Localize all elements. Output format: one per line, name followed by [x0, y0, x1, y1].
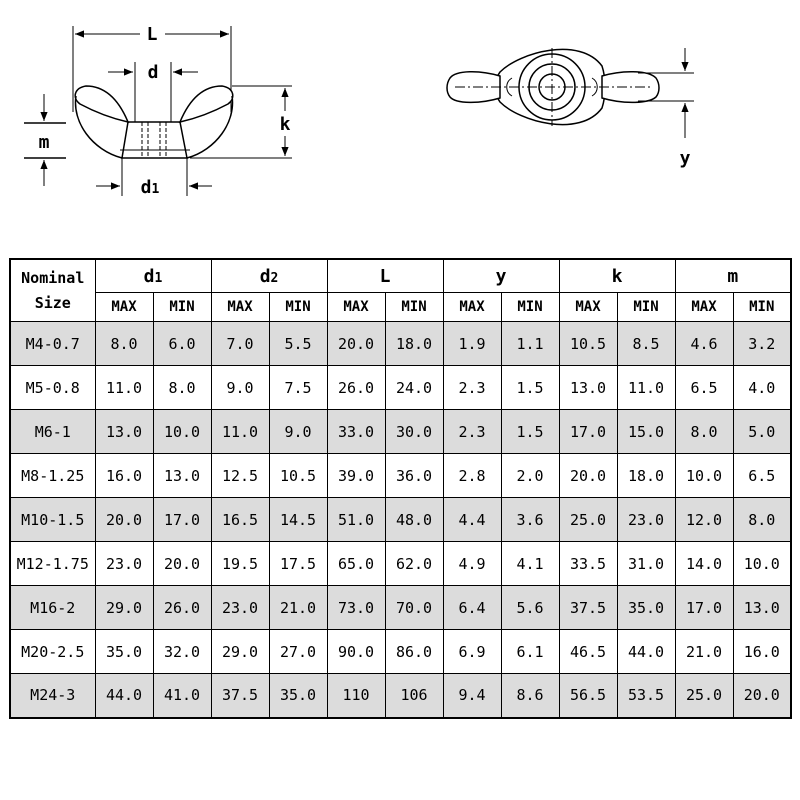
max-value-cell: 20.0 [327, 322, 385, 366]
nominal-size-header [10, 259, 95, 322]
max-value-cell: 9.4 [443, 674, 501, 718]
max-value-cell: 25.0 [559, 498, 617, 542]
max-header: MAX [211, 293, 269, 322]
table-row [10, 454, 791, 498]
max-value-cell: 7.0 [211, 322, 269, 366]
min-value-cell: 16.0 [733, 630, 791, 674]
min-value-cell: 17.0 [153, 498, 211, 542]
min-value-cell: 6.5 [733, 454, 791, 498]
min-value-cell: 5.6 [501, 586, 559, 630]
nominal-size-cell: M4-0.7 [10, 322, 95, 366]
max-value-cell: 37.5 [211, 674, 269, 718]
table-row [10, 498, 791, 542]
min-value-cell: 15.0 [617, 410, 675, 454]
max-value-cell: 16.5 [211, 498, 269, 542]
max-value-cell: 12.5 [211, 454, 269, 498]
min-value-cell: 4.0 [733, 366, 791, 410]
min-value-cell: 4.1 [501, 542, 559, 586]
min-header: MIN [269, 293, 327, 322]
max-value-cell: 17.0 [559, 410, 617, 454]
group-header-k: k [559, 259, 675, 293]
max-value-cell: 16.0 [95, 454, 153, 498]
max-value-cell: 4.9 [443, 542, 501, 586]
min-value-cell: 106 [385, 674, 443, 718]
max-value-cell: 73.0 [327, 586, 385, 630]
max-value-cell: 39.0 [327, 454, 385, 498]
max-value-cell: 33.5 [559, 542, 617, 586]
min-value-cell: 8.6 [501, 674, 559, 718]
max-value-cell: 90.0 [327, 630, 385, 674]
min-value-cell: 62.0 [385, 542, 443, 586]
max-value-cell: 29.0 [211, 630, 269, 674]
min-header: MIN [733, 293, 791, 322]
group-header-d2: d2 [211, 259, 327, 293]
max-value-cell: 1.9 [443, 322, 501, 366]
nominal-size-cell: M12-1.75 [10, 542, 95, 586]
min-value-cell: 5.0 [733, 410, 791, 454]
min-value-cell: 2.0 [501, 454, 559, 498]
max-header: MAX [675, 293, 733, 322]
max-value-cell: 56.5 [559, 674, 617, 718]
max-value-cell: 26.0 [327, 366, 385, 410]
min-value-cell: 14.5 [269, 498, 327, 542]
min-value-cell: 5.5 [269, 322, 327, 366]
dim-label-m: m [38, 132, 50, 153]
max-value-cell: 6.9 [443, 630, 501, 674]
max-value-cell: 13.0 [559, 366, 617, 410]
wing-nut-spec-table [9, 258, 792, 719]
dim-label-L: L [146, 24, 158, 45]
min-value-cell: 24.0 [385, 366, 443, 410]
min-value-cell: 35.0 [269, 674, 327, 718]
min-value-cell: 48.0 [385, 498, 443, 542]
min-value-cell: 18.0 [385, 322, 443, 366]
side-view [24, 24, 292, 198]
max-value-cell: 33.0 [327, 410, 385, 454]
min-value-cell: 9.0 [269, 410, 327, 454]
min-value-cell: 53.5 [617, 674, 675, 718]
min-value-cell: 35.0 [617, 586, 675, 630]
min-value-cell: 8.5 [617, 322, 675, 366]
max-value-cell: 8.0 [675, 410, 733, 454]
wing-nut-drawings [0, 0, 800, 240]
table-row [10, 586, 791, 630]
max-value-cell: 6.5 [675, 366, 733, 410]
min-value-cell: 8.0 [733, 498, 791, 542]
nominal-size-cell: M20-2.5 [10, 630, 95, 674]
max-value-cell: 6.4 [443, 586, 501, 630]
dim-label-d: d [147, 62, 159, 83]
group-header-y: y [443, 259, 559, 293]
min-value-cell: 1.5 [501, 366, 559, 410]
nominal-size-cell: M16-2 [10, 586, 95, 630]
min-value-cell: 10.5 [269, 454, 327, 498]
min-value-cell: 26.0 [153, 586, 211, 630]
min-value-cell: 13.0 [733, 586, 791, 630]
group-header-d1: d1 [95, 259, 211, 293]
max-header: MAX [95, 293, 153, 322]
max-value-cell: 11.0 [95, 366, 153, 410]
min-value-cell: 17.5 [269, 542, 327, 586]
max-value-cell: 11.0 [211, 410, 269, 454]
min-value-cell: 10.0 [153, 410, 211, 454]
dim-label-d1: d1 [140, 177, 160, 198]
nominal-size-cell: M5-0.8 [10, 366, 95, 410]
min-value-cell: 13.0 [153, 454, 211, 498]
min-value-cell: 20.0 [153, 542, 211, 586]
min-value-cell: 31.0 [617, 542, 675, 586]
max-value-cell: 25.0 [675, 674, 733, 718]
min-value-cell: 8.0 [153, 366, 211, 410]
min-value-cell: 10.0 [733, 542, 791, 586]
nominal-size-cell: M8-1.25 [10, 454, 95, 498]
max-value-cell: 46.5 [559, 630, 617, 674]
table-row [10, 410, 791, 454]
min-value-cell: 27.0 [269, 630, 327, 674]
max-value-cell: 8.0 [95, 322, 153, 366]
min-value-cell: 11.0 [617, 366, 675, 410]
min-header: MIN [153, 293, 211, 322]
max-value-cell: 4.6 [675, 322, 733, 366]
min-value-cell: 3.2 [733, 322, 791, 366]
nominal-size-cell: M24-3 [10, 674, 95, 718]
table-row [10, 366, 791, 410]
min-value-cell: 1.1 [501, 322, 559, 366]
max-value-cell: 44.0 [95, 674, 153, 718]
max-header: MAX [443, 293, 501, 322]
min-value-cell: 30.0 [385, 410, 443, 454]
min-header: MIN [501, 293, 559, 322]
dim-label-y: y [679, 148, 691, 169]
group-header-m: m [675, 259, 791, 293]
min-value-cell: 6.0 [153, 322, 211, 366]
max-header: MAX [327, 293, 385, 322]
max-value-cell: 23.0 [95, 542, 153, 586]
nominal-size-cell: M10-1.5 [10, 498, 95, 542]
max-value-cell: 9.0 [211, 366, 269, 410]
max-value-cell: 110 [327, 674, 385, 718]
max-value-cell: 12.0 [675, 498, 733, 542]
min-value-cell: 86.0 [385, 630, 443, 674]
max-value-cell: 21.0 [675, 630, 733, 674]
nominal-header-line2: Size [34, 293, 71, 312]
max-value-cell: 51.0 [327, 498, 385, 542]
min-value-cell: 36.0 [385, 454, 443, 498]
min-value-cell: 20.0 [733, 674, 791, 718]
max-header: MAX [559, 293, 617, 322]
table-row [10, 630, 791, 674]
max-value-cell: 10.5 [559, 322, 617, 366]
max-value-cell: 65.0 [327, 542, 385, 586]
max-value-cell: 35.0 [95, 630, 153, 674]
min-header: MIN [385, 293, 443, 322]
max-value-cell: 10.0 [675, 454, 733, 498]
min-value-cell: 3.6 [501, 498, 559, 542]
top-view [447, 48, 694, 169]
min-value-cell: 6.1 [501, 630, 559, 674]
max-value-cell: 37.5 [559, 586, 617, 630]
max-value-cell: 2.3 [443, 410, 501, 454]
nominal-header-line1: Nominal [21, 268, 85, 287]
min-header: MIN [617, 293, 675, 322]
max-value-cell: 2.3 [443, 366, 501, 410]
min-value-cell: 32.0 [153, 630, 211, 674]
max-value-cell: 17.0 [675, 586, 733, 630]
min-value-cell: 7.5 [269, 366, 327, 410]
nominal-size-cell: M6-1 [10, 410, 95, 454]
dim-label-k: k [279, 114, 291, 135]
group-header-L: L [327, 259, 443, 293]
table-body [10, 322, 791, 718]
table-row [10, 674, 791, 718]
min-value-cell: 23.0 [617, 498, 675, 542]
min-value-cell: 18.0 [617, 454, 675, 498]
min-value-cell: 21.0 [269, 586, 327, 630]
max-value-cell: 23.0 [211, 586, 269, 630]
min-value-cell: 41.0 [153, 674, 211, 718]
max-value-cell: 13.0 [95, 410, 153, 454]
max-value-cell: 19.5 [211, 542, 269, 586]
min-value-cell: 44.0 [617, 630, 675, 674]
max-value-cell: 20.0 [95, 498, 153, 542]
max-value-cell: 2.8 [443, 454, 501, 498]
max-value-cell: 29.0 [95, 586, 153, 630]
min-value-cell: 70.0 [385, 586, 443, 630]
max-value-cell: 4.4 [443, 498, 501, 542]
max-value-cell: 14.0 [675, 542, 733, 586]
table-row [10, 542, 791, 586]
max-value-cell: 20.0 [559, 454, 617, 498]
table-row [10, 322, 791, 366]
min-value-cell: 1.5 [501, 410, 559, 454]
